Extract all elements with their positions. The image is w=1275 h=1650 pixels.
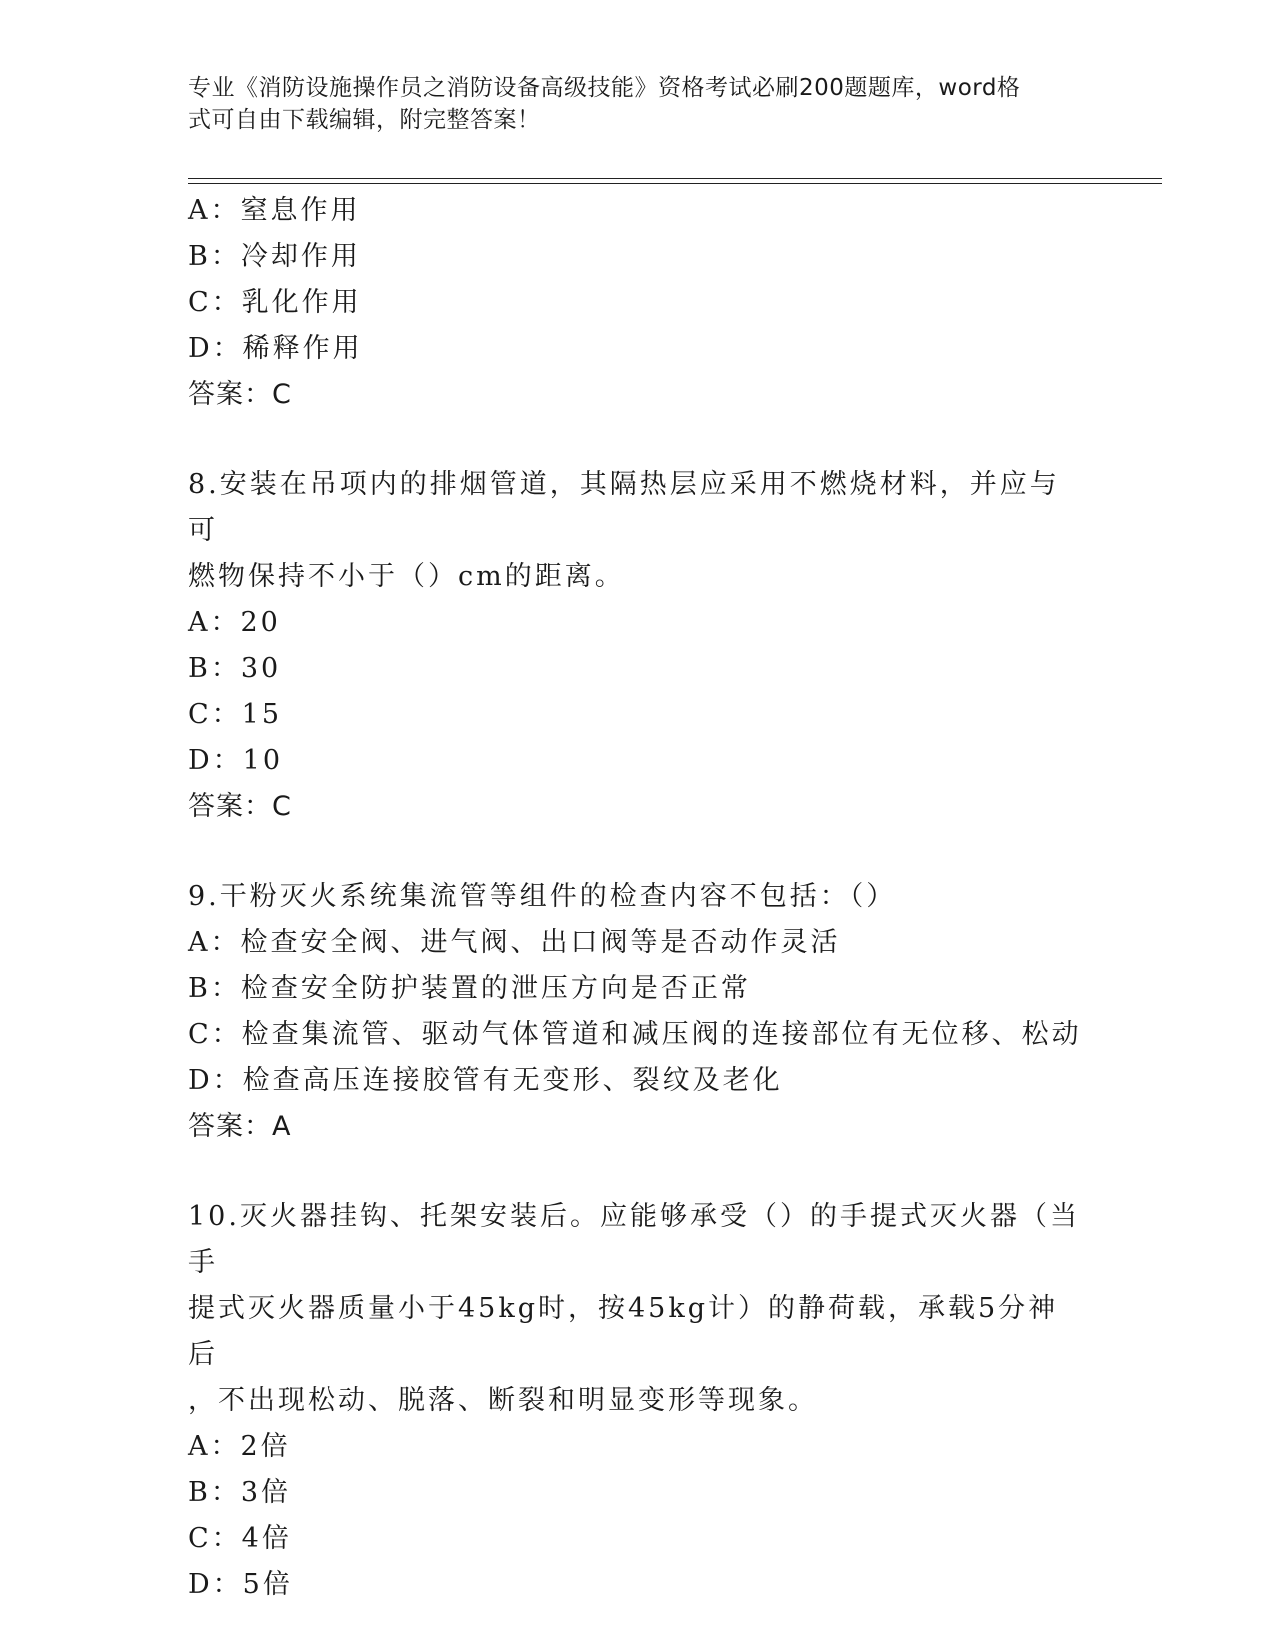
option-a: A：窒息作用 [188, 195, 361, 226]
question-text-line-3: ，不出现松动、脱落、断裂和明显变形等现象。 [188, 1385, 818, 1416]
header-title-line-1: 专业《消防设施操作员之消防设备高级技能》资格考试必刷200题题库，word格 [188, 75, 1021, 101]
question-text-line-1: 9.干粉灭火系统集流管等组件的检查内容不包括：（） [188, 881, 897, 912]
header-divider-top [188, 178, 1162, 179]
document-body [188, 188, 1088, 1608]
option-c: C：15 [188, 699, 283, 730]
option-d: D：5倍 [188, 1569, 293, 1600]
option-a: A：检查安全阀、进气阀、出口阀等是否动作灵活 [188, 927, 841, 958]
header-divider-bottom [188, 183, 1162, 184]
question-10 [188, 1194, 1088, 1608]
option-c: C：乳化作用 [188, 287, 362, 318]
option-a: A：2倍 [188, 1431, 291, 1462]
question-9 [188, 874, 1088, 1150]
answer: 答案：C [188, 379, 292, 410]
option-b: B：冷却作用 [188, 241, 361, 272]
answer: 答案：C [188, 791, 292, 822]
question-text-line-1: 8.安装在吊项内的排烟管道，其隔热层应采用不燃烧材料，并应与可 [188, 469, 1060, 546]
header-title-line-2: 式可自由下载编辑，附完整答案！ [188, 107, 541, 133]
document-header [188, 72, 1068, 136]
option-c: C：检查集流管、驱动气体管道和减压阀的连接部位有无位移、松动 [188, 1019, 1082, 1050]
question-7-tail [188, 188, 1088, 418]
option-b: B：30 [188, 653, 282, 684]
option-d: D：10 [188, 745, 284, 776]
question-text-line-2: 提式灭火器质量小于45kg时，按45kg计）的静荷载，承载5分神后 [188, 1293, 1059, 1370]
option-b: B：3倍 [188, 1477, 292, 1508]
question-text-line-1: 10.灭火器挂钩、托架安装后。应能够承受（）的手提式灭火器（当手 [188, 1201, 1080, 1278]
option-c: C：4倍 [188, 1523, 292, 1554]
option-d: D：检查高压连接胶管有无变形、裂纹及老化 [188, 1065, 783, 1096]
option-a: A：20 [188, 607, 281, 638]
question-text-line-2: 燃物保持不小于（）cm的距离。 [188, 561, 625, 592]
question-8 [188, 462, 1088, 830]
option-b: B：检查安全防护装置的泄压方向是否正常 [188, 973, 751, 1004]
option-d: D：稀释作用 [188, 333, 363, 364]
answer: 答案：A [188, 1111, 292, 1142]
